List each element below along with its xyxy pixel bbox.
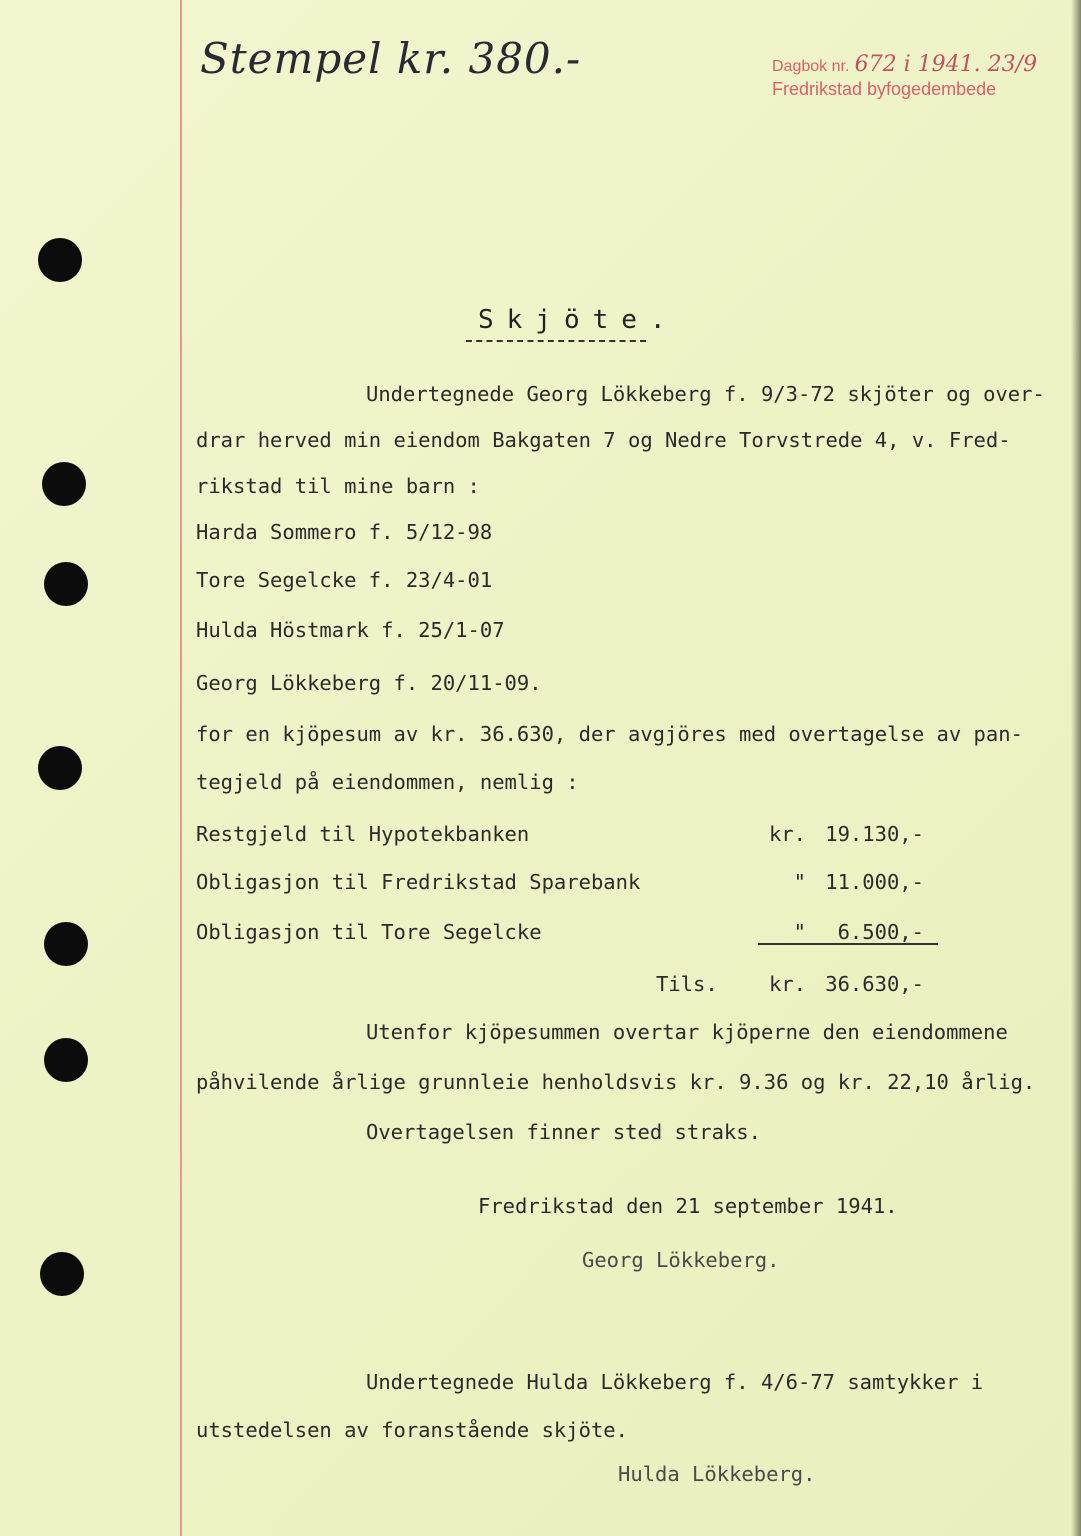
place-and-date: Fredrikstad den 21 september 1941. [478, 1194, 898, 1218]
punch-hole [40, 1252, 84, 1296]
total-currency: kr. [768, 972, 806, 996]
total-amount: 36.630,- [825, 972, 924, 996]
registration-stamp [772, 52, 1037, 100]
sum-underline [758, 943, 938, 945]
paragraph-line: påhvilende årlige grunnleie henholdsvis kr. 9.36 og kr. 22,10 årlig. [196, 1070, 1036, 1094]
punch-hole [38, 746, 82, 790]
debt-label: Obligasjon til Fredrikstad Sparebank [196, 870, 641, 894]
paragraph-line: rikstad til mine barn : [196, 474, 480, 498]
consent-line: utstedelsen av foranstående skjöte. [196, 1418, 628, 1442]
total-label: Tils. [656, 972, 718, 996]
child-entry: Hulda Höstmark f. 25/1-07 [196, 618, 505, 642]
stamp-office: Fredrikstad byfogedembede [772, 79, 997, 99]
title-underline [466, 340, 646, 342]
punch-hole [44, 562, 88, 606]
signature-georg: Georg Lökkeberg. [582, 1248, 780, 1272]
paragraph-line: Undertegnede Georg Lökkeberg f. 9/3-72 skjöter og over- [366, 382, 1045, 406]
punch-hole [42, 462, 86, 506]
paragraph-line: Utenfor kjöpesummen overtar kjöperne den eiendommene [366, 1020, 1008, 1044]
debt-label: Restgjeld til Hypotekbanken [196, 822, 530, 846]
child-entry: Georg Lökkeberg f. 20/11-09. [196, 671, 542, 695]
paragraph-line: tegjeld på eiendommen, nemlig : [196, 770, 579, 794]
signature-hulda: Hulda Lökkeberg. [618, 1462, 816, 1486]
handwritten-stamp-fee: Stempel kr. 380.- [200, 34, 582, 83]
debt-amount: 6.500,- [837, 920, 924, 944]
debt-amount: 19.130,- [825, 822, 924, 846]
margin-line [180, 0, 182, 1536]
stamp-number: 672 i 1941. 23/9 [854, 52, 1038, 77]
consent-line: Undertegnede Hulda Lökkeberg f. 4/6-77 samtykker i [366, 1370, 984, 1394]
punch-hole [44, 1038, 88, 1082]
paragraph-line: for en kjöpesum av kr. 36.630, der avgjöres med overtagelse av pan- [196, 722, 1023, 746]
stamp-label: Dagbok nr. [772, 58, 850, 75]
punch-hole [38, 238, 82, 282]
child-entry: Tore Segelcke f. 23/4-01 [196, 568, 493, 592]
paragraph-line: drar herved min eiendom Bakgaten 7 og Nedre Torvstrede 4, v. Fred- [196, 428, 1011, 452]
debt-label: Obligasjon til Tore Segelcke [196, 920, 542, 944]
debt-amount: 11.000,- [825, 870, 924, 894]
document-title: Skjöte. [478, 305, 679, 335]
page-edge-shadow [1071, 0, 1081, 1536]
child-entry: Harda Sommero f. 5/12-98 [196, 520, 493, 544]
debt-currency: kr. [768, 822, 806, 846]
paragraph-line: Overtagelsen finner sted straks. [366, 1120, 761, 1144]
punch-hole [44, 922, 88, 966]
debt-currency: " [793, 870, 806, 894]
debt-currency: " [793, 920, 806, 944]
